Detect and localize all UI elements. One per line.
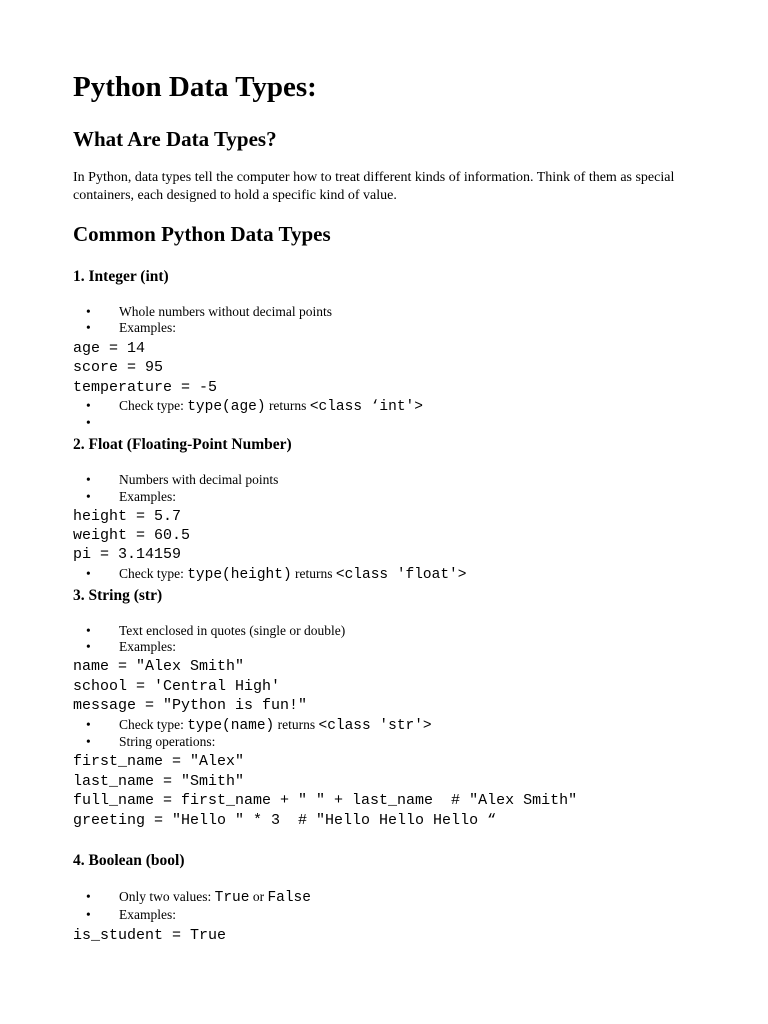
list-item: • Check type: type(name) returns <class 'str'> bbox=[86, 717, 432, 734]
list-item: • Check type: type(age) returns <class ‘int'> bbox=[86, 398, 423, 415]
page-title: Python Data Types: bbox=[73, 71, 317, 103]
bullet-icon: • bbox=[86, 639, 91, 654]
code-line: temperature = -5 bbox=[73, 379, 218, 396]
empty-list-item bbox=[86, 414, 119, 432]
bullet-icon: • bbox=[86, 489, 91, 504]
code-line: is_student = True bbox=[73, 927, 227, 944]
bullet-icon: • bbox=[86, 304, 91, 319]
common-types-heading: Common Python Data Types bbox=[73, 222, 331, 246]
bullet-icon: • bbox=[86, 472, 91, 487]
bullet-icon: • bbox=[86, 623, 91, 638]
code-line: first_name = "Alex" bbox=[73, 753, 245, 770]
code-line: name = "Alex Smith" bbox=[73, 658, 245, 675]
code-line: pi = 3.14159 bbox=[73, 546, 182, 563]
intro-paragraph: In Python, data types tell the computer how to treat different kinds of information. Think of them as special containers, each designed to hold a specific kind of value. bbox=[73, 170, 675, 203]
list-item: • Examples: bbox=[86, 907, 176, 922]
list-item: • Check type: type(height) returns <class 'float'> bbox=[86, 566, 467, 583]
list-item: • String operations: bbox=[86, 734, 216, 749]
list-item: • Numbers with decimal points bbox=[86, 472, 279, 487]
code-line: height = 5.7 bbox=[73, 508, 182, 525]
bullet-icon: • bbox=[86, 566, 91, 581]
bullet-icon: • bbox=[86, 889, 91, 904]
list-item: • Examples: bbox=[86, 639, 176, 654]
bullet-icon: • bbox=[86, 320, 91, 335]
list-item: • Examples: bbox=[86, 320, 176, 335]
list-item: • Whole numbers without decimal points bbox=[86, 304, 332, 319]
bullet-icon: • bbox=[86, 415, 91, 430]
int-heading: 1. Integer (int) bbox=[73, 268, 169, 285]
list-item: • Only two values: True or False bbox=[86, 889, 311, 906]
bullet-icon: • bbox=[86, 734, 91, 749]
code-line: school = 'Central High' bbox=[73, 678, 281, 695]
bullet-icon: • bbox=[86, 398, 91, 413]
str-heading: 3. String (str) bbox=[73, 587, 163, 604]
float-heading: 2. Float (Floating-Point Number) bbox=[73, 436, 292, 453]
code-line: message = "Python is fun!" bbox=[73, 697, 308, 714]
bullet-icon: • bbox=[86, 907, 91, 922]
list-item: • Examples: bbox=[86, 489, 176, 504]
intro-heading: What Are Data Types? bbox=[73, 127, 277, 151]
code-line: greeting = "Hello " * 3 # "Hello Hello Hello “ bbox=[73, 812, 497, 829]
bullet-icon: • bbox=[86, 717, 91, 732]
list-item: • Text enclosed in quotes (single or double) bbox=[86, 623, 346, 638]
code-line: last_name = "Smith" bbox=[73, 773, 245, 790]
code-line: age = 14 bbox=[73, 340, 146, 357]
code-line: full_name = first_name + " " + last_name # "Alex Smith" bbox=[73, 792, 578, 809]
bool-heading: 4. Boolean (bool) bbox=[73, 852, 185, 869]
code-line: score = 95 bbox=[73, 359, 164, 376]
code-line: weight = 60.5 bbox=[73, 527, 191, 544]
